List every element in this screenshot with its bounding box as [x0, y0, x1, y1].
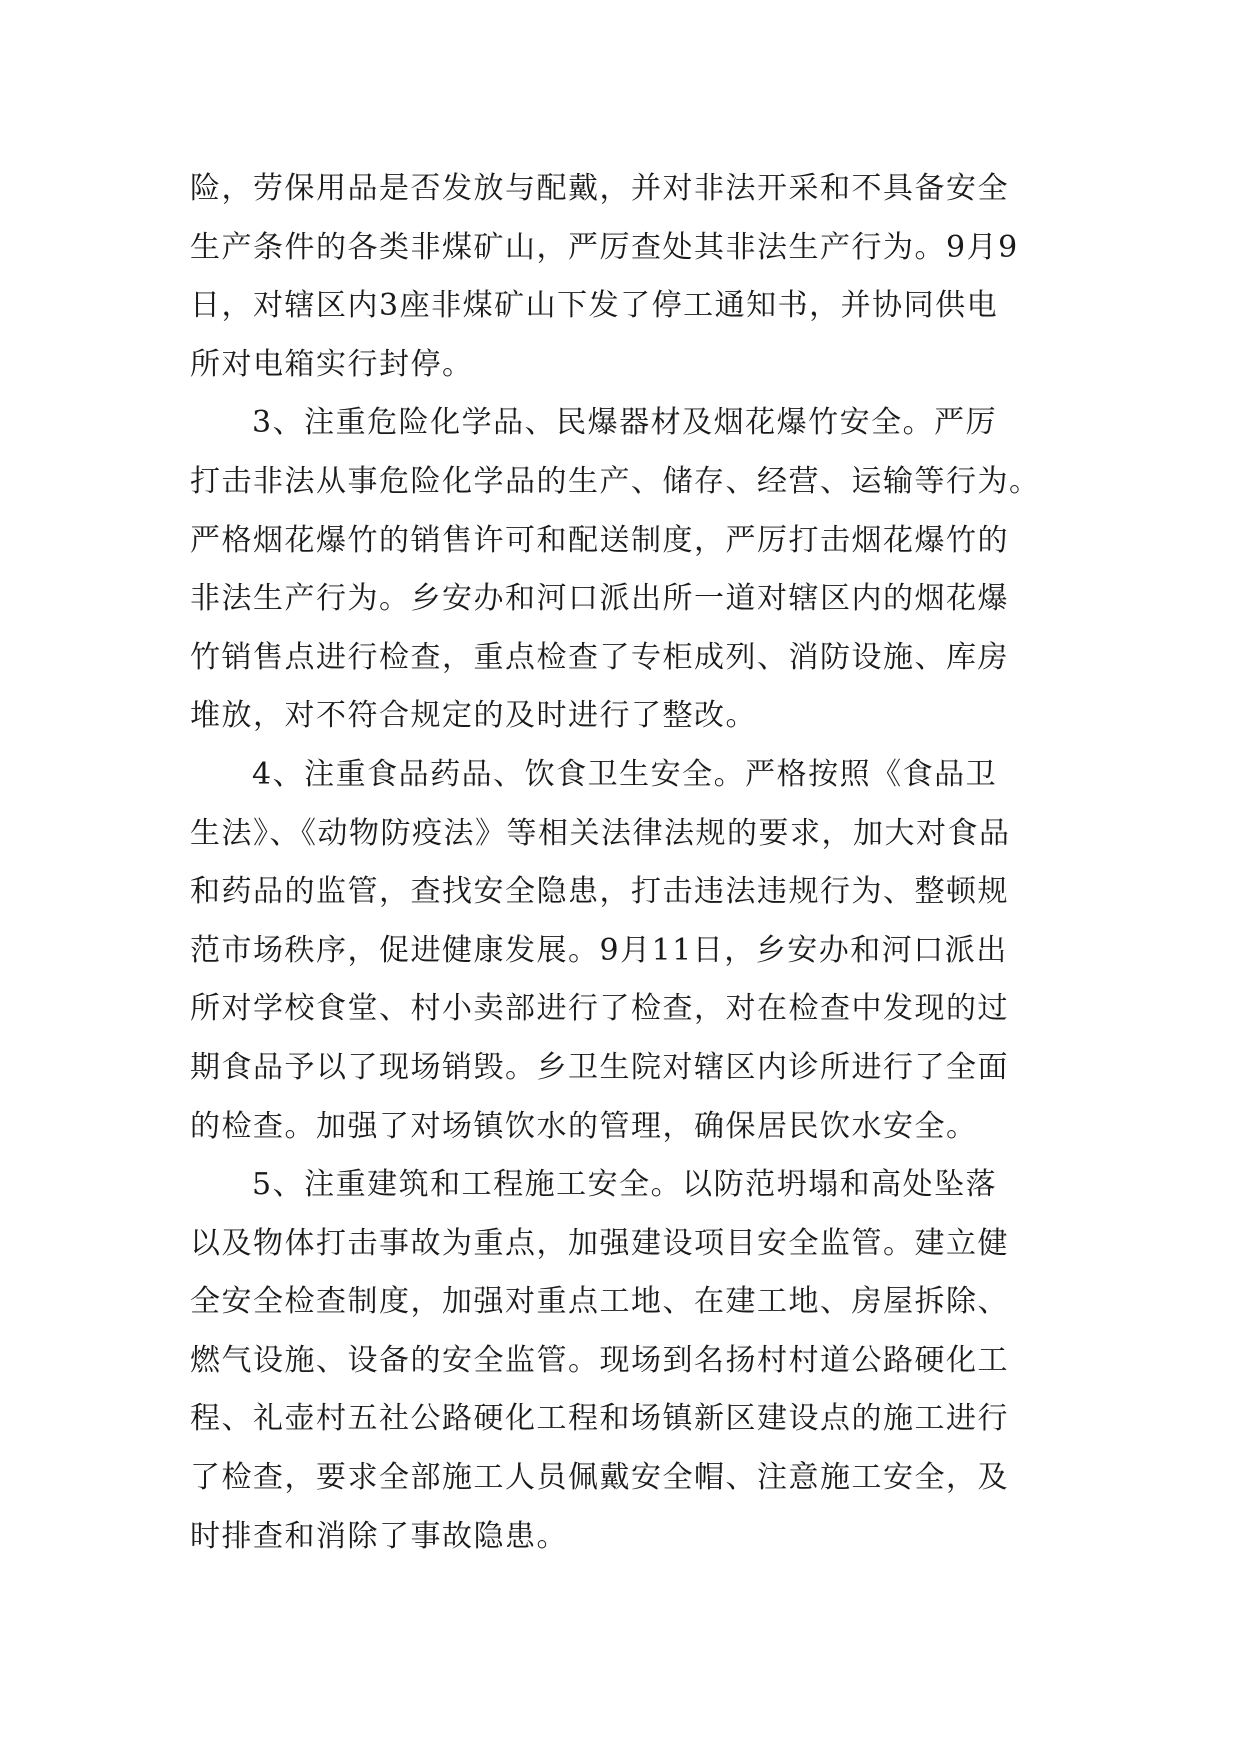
text-line: 严格烟花爆竹的销售许可和配送制度，严厉打击烟花爆竹的: [190, 522, 1009, 558]
text-line: 和药品的监管，查找安全隐患，打击违法违规行为、整顿规: [190, 874, 1009, 910]
text-line: 所对电箱实行封停。: [190, 346, 474, 382]
text-line: 生法》、《动物防疫法》等相关法律法规的要求，加大对食品: [190, 815, 1011, 851]
text-line: 时排查和消除了事故隐患。: [190, 1518, 568, 1554]
text-line: 所对学校食堂、村小卖部进行了检查，对在检查中发现的过: [190, 991, 1009, 1027]
text-line: 堆放，对不符合规定的及时进行了整改。: [190, 698, 757, 734]
text-line: 以及物体打击事故为重点，加强建设项目安全监管。建立健: [190, 1225, 1009, 1261]
text-line: 打击非法从事危险化学品的生产、储存、经营、运输等行为。: [190, 463, 1041, 499]
text-line: 的检查。加强了对场镇饮水的管理，确保居民饮水安全。: [190, 1108, 978, 1144]
text-line: 燃气设施、设备的安全监管。现场到名扬村村道公路硬化工: [190, 1342, 1009, 1378]
text-line: 期食品予以了现场销毁。乡卫生院对辖区内诊所进行了全面: [190, 1049, 1009, 1085]
text-line: 程、礼壶村五社公路硬化工程和场镇新区建设点的施工进行: [190, 1401, 1009, 1437]
paragraph-4-start: 4、注重食品药品、饮食卫生安全。严格按照《食品卫: [252, 756, 998, 792]
text-line: 范市场秩序，促进健康发展。9月11日，乡安办和河口派出: [190, 932, 1008, 968]
text-line: 竹销售点进行检查，重点检查了专柜成列、消防设施、库房: [190, 639, 1009, 675]
paragraph-5-start: 5、注重建筑和工程施工安全。以防范坍塌和高处坠落: [252, 1167, 998, 1203]
text-line: 全安全检查制度，加强对重点工地、在建工地、房屋拆除、: [190, 1284, 1009, 1320]
text-line: 生产条件的各类非煤矿山，严厉查处其非法生产行为。9月9: [190, 229, 1019, 265]
text-line: 了检查，要求全部施工人员佩戴安全帽、注意施工安全，及: [190, 1460, 1009, 1496]
text-line: 日，对辖区内3座非煤矿山下发了停工通知书，并协同供电: [190, 288, 999, 324]
text-line: 险，劳保用品是否发放与配戴，并对非法开采和不具备安全: [190, 171, 1009, 206]
body-text: [190, 160, 1060, 1566]
text-line: 非法生产行为。乡安办和河口派出所一道对辖区内的烟花爆: [190, 581, 1009, 617]
paragraph-3-start: 3、注重危险化学品、民爆器材及烟花爆竹安全。严厉: [252, 405, 998, 441]
